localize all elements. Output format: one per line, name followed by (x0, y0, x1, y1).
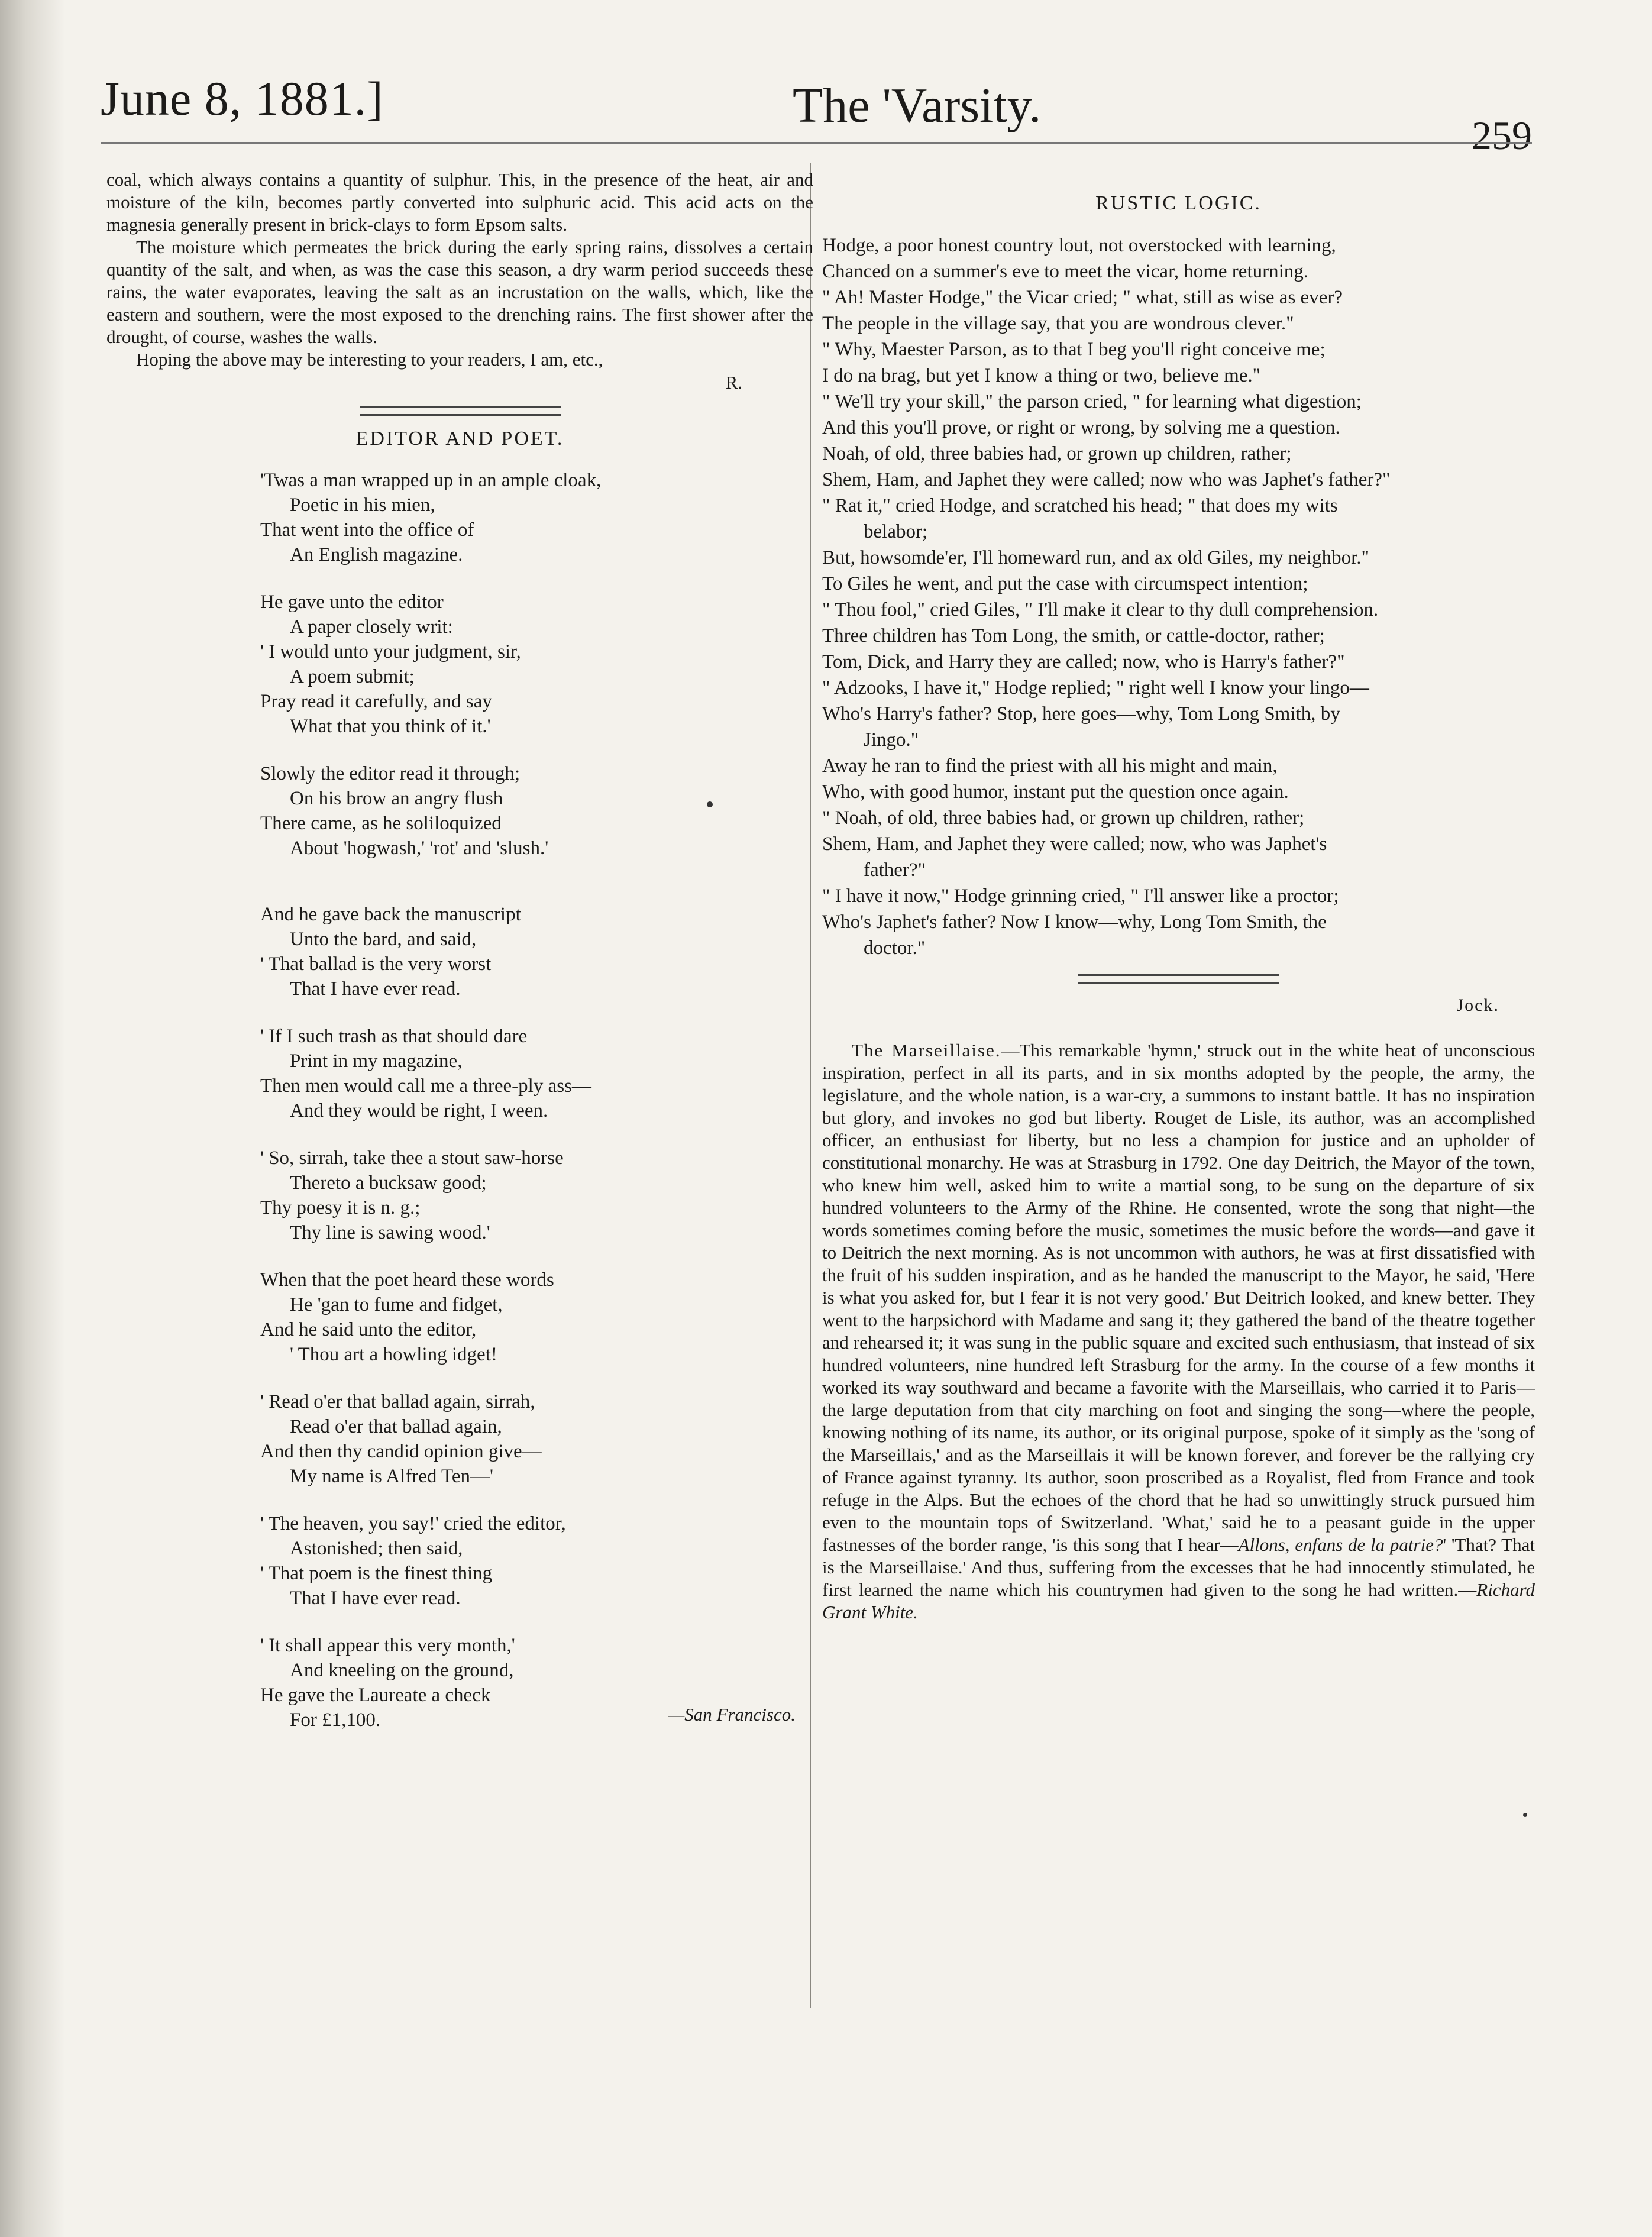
poem-line: " Thou fool," cried Giles, " I'll make it clear to thy dull comprehension. (822, 599, 1379, 620)
poem-line: 'Twas a man wrapped up in an ample cloak, (260, 470, 602, 491)
poem-credit: —San Francisco. (668, 1704, 796, 1725)
poem-line: Unto the bard, and said, (290, 929, 477, 950)
letter-signature: R. (725, 372, 742, 393)
poem-line: Read o'er that ballad again, (290, 1416, 502, 1437)
poem-line: To Giles he went, and put the case with circumspect intention; (822, 573, 1308, 594)
rustic-logic-poem (822, 192, 1535, 1016)
poem-line: ' That poem is the finest thing (260, 1563, 493, 1584)
poem-line: belabor; (864, 521, 928, 542)
poem-line: What that you think of it.' (290, 716, 491, 737)
editor-poem (106, 428, 813, 1731)
poem-line: He gave the Laureate a check (260, 1685, 491, 1706)
rustic-logic-body (822, 232, 1535, 961)
poem-stanza (106, 761, 813, 861)
poem-line: Tom, Dick, and Harry they are called; now, who is Harry's father?" (822, 651, 1345, 673)
ink-speck (707, 801, 713, 807)
marseillaise-quote: Allons, enfans de la patrie? (1238, 1534, 1443, 1555)
poem-stanza (106, 902, 813, 1001)
poem-line: Who's Harry's father? Stop, here goes—why, Tom Long Smith, by (822, 703, 1340, 725)
letter-paragraph: coal, which always contains a quantity of sulphur. This, in the presence of the heat, air and moisture of the kiln, becomes partly converted into sulphuric acid. This acid acts on the magnesia generally present in brick-clays to form Epsom salts. (106, 169, 813, 235)
poem-line: ' If I such trash as that should dare (260, 1026, 528, 1047)
poem-line: He gave unto the editor (260, 591, 444, 613)
poem-line: Thy poesy it is n. g.; (260, 1197, 421, 1218)
poem-line: He 'gan to fume and fidget, (290, 1294, 503, 1315)
poem-line: About 'hogwash,' 'rot' and 'slush.' (290, 838, 549, 859)
poem-line: For £1,100. (290, 1709, 381, 1731)
poem-line: Print in my magazine, (290, 1050, 463, 1072)
poem-line: ' Read o'er that ballad again, sirrah, (260, 1391, 535, 1412)
poem-line: doctor." (864, 938, 926, 959)
poem-line: But, howsomde'er, I'll homeward run, and ax old Giles, my neighbor." (822, 547, 1369, 568)
poem-line: " Adzooks, I have it," Hodge replied; " right well I know your lingo— (822, 677, 1369, 699)
poem-line: Poetic in his mien, (290, 494, 435, 516)
ink-speck (1523, 1813, 1527, 1817)
poem-stanza (106, 1511, 813, 1611)
poem-line: " Noah, of old, three babies had, or grown up children, rather; (822, 807, 1305, 829)
poem-line: father?" (864, 859, 926, 881)
poem-line: And then thy candid opinion give— (260, 1441, 542, 1462)
page-header (101, 59, 1532, 158)
poem-line: Three children has Tom Long, the smith, or cattle-doctor, rather; (822, 625, 1325, 646)
poem-line: And this you'll prove, or right or wrong, by solving me a question. (822, 417, 1340, 438)
poem-line: " I have it now," Hodge grinning cried, " I'll answer like a proctor; (822, 885, 1339, 907)
header-rule (101, 142, 1532, 144)
editor-poem-title: EDITOR AND POET. (355, 428, 564, 450)
section-separator (1078, 974, 1279, 984)
page-number: 259 (1472, 113, 1532, 158)
rustic-logic-title: RUSTIC LOGIC. (1095, 192, 1262, 214)
poem-line: Shem, Ham, and Japhet they were called; now, who was Japhet's (822, 833, 1327, 855)
issue-date: June 8, 1881.] (101, 72, 384, 125)
poem-line: Pray read it carefully, and say (260, 691, 492, 712)
poem-line: The people in the village say, that you are wondrous clever." (822, 313, 1294, 334)
poem-line: Slowly the editor read it through; (260, 763, 521, 784)
poem-line: An English magazine. (290, 544, 463, 565)
poem-line: On his brow an angry flush (290, 788, 503, 809)
marseillaise-article (822, 1039, 1535, 1624)
poem-line: " Why, Maester Parson, as to that I beg you'll right conceive me; (822, 339, 1326, 360)
poem-line: ' Thou art a howling idget! (290, 1344, 497, 1365)
poem-line: " We'll try your skill," the parson cried, " for learning what digestion; (822, 391, 1362, 412)
poem-stanza (106, 468, 813, 567)
letter-section (106, 169, 813, 393)
poem-line: I do na brag, but yet I know a thing or two, believe me." (822, 365, 1261, 386)
poem-stanza (106, 590, 813, 739)
poem-line: And they would be right, I ween. (290, 1100, 548, 1121)
poem-line: Thy line is sawing wood.' (290, 1222, 490, 1243)
poem-line: There came, as he soliloquized (260, 813, 502, 834)
letter-paragraph: The moisture which permeates the brick during the early spring rains, dissolves a certain quantity of the salt, and when, as was the case this season, a dry warm period succeeds these rains, the water evaporates, leaving the salt as an incrustation on the walls, which, like the eastern and southern, were the most exposed to the drenching rains. The first shower after the drought, of course, washes the walls. (106, 237, 813, 347)
poem-line: Who, with good humor, instant put the question once again. (822, 781, 1289, 803)
marseillaise-text: —This remarkable 'hymn,' struck out in the white heat of unconscious inspiration, perfect in all its parts, and in six months adopted by the people, the army, the legislature, and the whole nation, is a war-cry, a summons to instant battle. It has no inspiration but glory, and invokes no god but liberty. Rouget de Lisle, its author, was an accomplished officer, an enthusiast for liberty, but no less a champion for justice and an upholder of constitutional monarchy. He was at Strasburg in 1792. One day Deitrich, the Mayor of the town, who knew him well, asked him to write a martial song, to be sung on the departure of six hundred volunteers to the Army of the Rhine. He consented, wrote the song that night—the words sometimes coming before the music, sometimes the music before the words—and gave it to Deitrich the next morning. As is not uncommon with authors, he was at first dissatisfied with the fruit of his sudden inspiration, and as he handed the manuscript to the Mayor, he said, 'Here is what you asked for, but I fear it is not very good.' But Deitrich looked, and knew better. They went to the harpsichord with Madame and sang it; they gathered the band of the theatre together and rehearsed it; it was sung in the public square and excited such enthusiasm, that instead of six hundred volunteers, nine hundred left Strasburg for the army. In the course of a few months it worked its way southward and became a favorite with the Marseillais, who carried it to Paris—the large deputation from that city marching on foot and singing the song—where the people, knowing nothing of its name, its author, or its original purpose, spoke of it simply as the 'song of the Marseillais,' and as the Marseillais it will be known forever, and forever be the rallying cry of France against tyranny. Its author, soon proscribed as a Royalist, fled from France and took refuge in the Alps. But the echoes of the chord that he had so unwittingly struck pursued him even to the mountain tops of Switzerland. 'What,' said he to a peasant guide in the upper fastnesses of the border range, 'is this song that I hear— (822, 1040, 1535, 1555)
poem-line: " Rat it," cried Hodge, and scratched his head; " that does my wits (822, 495, 1338, 516)
poem-line: And he said unto the editor, (260, 1319, 477, 1340)
poem-line: That I have ever read. (290, 978, 461, 1000)
page-binding-shadow (0, 0, 65, 2237)
poem-line: ' That ballad is the very worst (260, 953, 492, 975)
masthead-title: The 'Varsity. (793, 78, 1042, 133)
poem-line: And he gave back the manuscript (260, 904, 521, 925)
poem-stanza (106, 1024, 813, 1123)
poem-line: Shem, Ham, and Japhet they were called; now who was Japhet's father?" (822, 469, 1391, 490)
marseillaise-lead: The Marseillaise. (852, 1040, 1001, 1061)
marseillaise-text: ' 'That? That is the Marseillaise.' And thus, suffering from the excesses that he had innocently stimulated, he first learned the name which his countrymen had given to the song he had written.— (822, 1534, 1535, 1600)
poem-stanza (106, 1389, 813, 1489)
right-column (822, 169, 1535, 1624)
poem-line: ' The heaven, you say!' cried the editor, (260, 1513, 566, 1534)
poem-line: Chanced on a summer's eve to meet the vicar, home returning. (822, 261, 1309, 282)
letter-paragraph: Hoping the above may be interesting to your readers, I am, etc., (136, 349, 603, 370)
poem-line: A paper closely writ: (290, 616, 453, 638)
poem-line: Then men would call me a three-ply ass— (260, 1075, 591, 1097)
poem-line: A poem submit; (290, 666, 415, 687)
poem-line: ' So, sirrah, take thee a stout saw-horse (260, 1147, 564, 1169)
poem-line: My name is Alfred Ten—' (290, 1466, 493, 1487)
poem-line: That went into the office of (260, 519, 474, 541)
poem-stanza (106, 1146, 813, 1245)
poem-stanza (106, 1268, 813, 1367)
poem-line: " Ah! Master Hodge," the Vicar cried; " what, still as wise as ever? (822, 287, 1343, 308)
poem-line: Astonished; then said, (290, 1538, 463, 1559)
left-column (106, 169, 813, 1731)
poem-line: Thereto a bucksaw good; (290, 1172, 487, 1194)
poem-line: That I have ever read. (290, 1588, 461, 1609)
poem-line: ' It shall appear this very month,' (260, 1635, 515, 1656)
poem-line: Jingo." (864, 729, 919, 751)
poem-line: Away he ran to find the priest with all his might and main, (822, 755, 1278, 777)
poem-line: Noah, of old, three babies had, or grown up children, rather; (822, 443, 1292, 464)
poem-line: ' I would unto your judgment, sir, (260, 641, 521, 662)
poem-line: Who's Japhet's father? Now I know—why, Long Tom Smith, the (822, 911, 1327, 933)
section-separator (360, 406, 561, 416)
marseillaise-author: Richard Grant White. (822, 1579, 1535, 1622)
rustic-logic-signature: Jock. (1456, 995, 1499, 1015)
poem-line: Hodge, a poor honest country lout, not overstocked with learning, (822, 235, 1336, 256)
poem-line: When that the poet heard these words (260, 1269, 554, 1291)
poem-line: And kneeling on the ground, (290, 1660, 514, 1681)
